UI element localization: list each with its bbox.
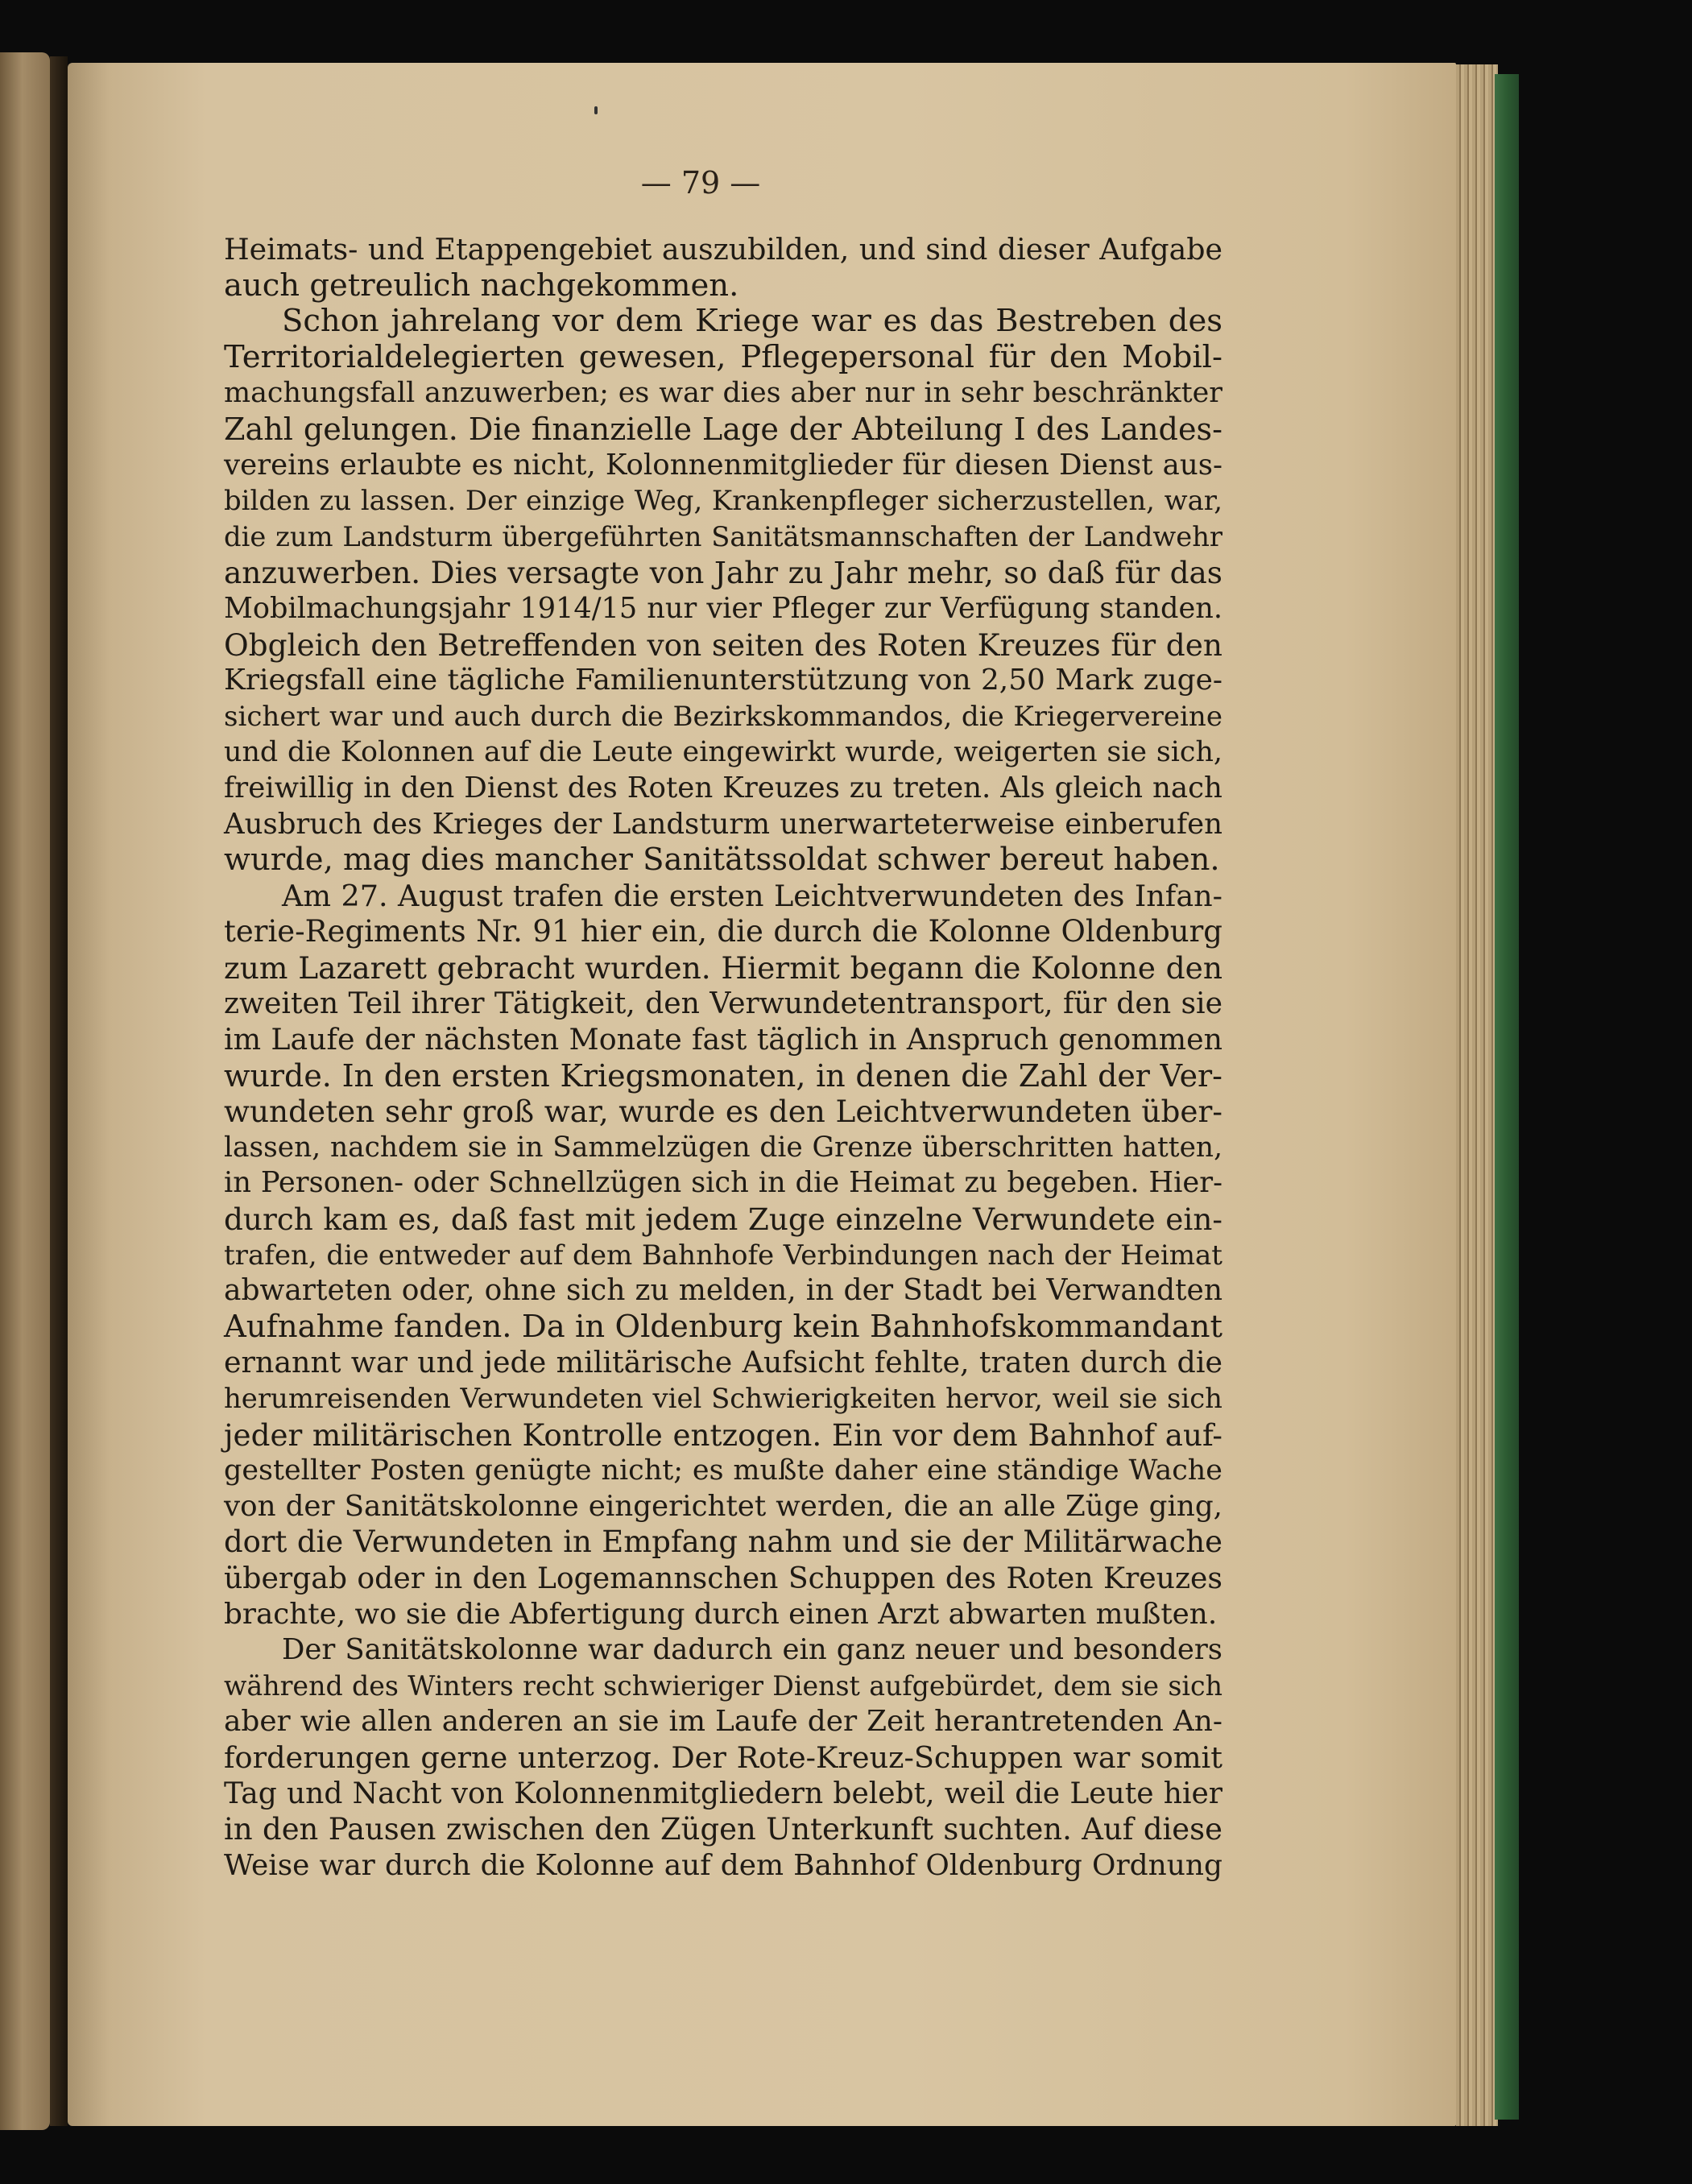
text-line: bilden zu lassen. Der einzige Weg, Krankenpfleger sicherzustellen, war, — [224, 485, 1222, 517]
text-line: die zum Landsturm übergeführten Sanitätsmannschaften der Landwehr — [224, 520, 1222, 552]
text-line: herumreisenden Verwundeten viel Schwierigkeiten hervor, weil sie sich — [224, 1383, 1222, 1414]
text-line: in Personen- oder Schnellzügen sich in die Heimat zu begeben. Hier- — [224, 1166, 1222, 1200]
text-line: machungsfall anzuwerben; es war dies aber nur in sehr beschränkter — [224, 377, 1222, 410]
text-line: Der Sanitätskolonne war dadurch ein ganz neuer und besonders — [282, 1633, 1222, 1667]
body-text — [224, 232, 1222, 1884]
text-line: von der Sanitätskolonne eingerichtet werden, die an alle Züge ging, — [224, 1489, 1222, 1523]
text-line: und die Kolonnen auf die Leute eingewirkt wurde, weigerten sie sich, — [224, 736, 1222, 769]
text-line: zweiten Teil ihrer Tätigkeit, den Verwundetentransport, für den sie — [224, 986, 1222, 1021]
text-line: Weise war durch die Kolonne auf dem Bahnhof Oldenburg Ordnung — [224, 1848, 1222, 1882]
text-line: zum Lazarett gebracht wurden. Hiermit begann die Kolonne den — [224, 949, 1222, 986]
text-line: abwarteten oder, ohne sich zu melden, in der Stadt bei Verwandten — [224, 1274, 1222, 1308]
text-line: übergab oder in den Logemannschen Schuppen des Roten Kreuzes — [224, 1560, 1222, 1595]
text-line: im Laufe der nächsten Monate fast täglich in Anspruch genommen — [224, 1022, 1222, 1057]
text-line: Heimats- und Etappengebiet auszubilden, und sind dieser Aufgabe — [224, 232, 1222, 267]
page-number: — 79 — — [640, 165, 761, 201]
text-line: sichert war und auch durch die Bezirkskommandos, die Kriegervereine — [224, 700, 1222, 733]
text-line: wurde, mag dies mancher Sanitätssoldat schwer bereut haben. — [224, 842, 1220, 879]
text-line: forderungen gerne unterzog. Der Rote-Kreuz-Schuppen war somit — [224, 1739, 1222, 1775]
text-line: ernannt war und jede militärische Aufsicht fehlte, traten durch die — [224, 1345, 1222, 1380]
text-line: Mobilmachungsjahr 1914/15 nur vier Pfleger zur Verfügung standen. — [224, 591, 1222, 625]
text-line: Tag und Nacht von Kolonnenmitgliedern belebt, weil die Leute hier — [224, 1777, 1222, 1810]
text-line: Kriegsfall eine tägliche Familienunterstützung von 2,50 Mark zuge- — [224, 664, 1222, 697]
left-page-edge — [0, 52, 50, 2130]
ink-speck — [594, 106, 598, 114]
text-line: wurde. In den ersten Kriegsmonaten, in denen die Zahl der Ver- — [224, 1057, 1222, 1094]
text-line: Ausbruch des Krieges der Landsturm unerwarteterweise einberufen — [224, 807, 1222, 841]
text-line: aber wie allen anderen an sie im Laufe der Zeit herantretenden An- — [224, 1705, 1222, 1739]
text-line: trafen, die entweder auf dem Bahnhofe Verbindungen nach der Heimat — [224, 1239, 1222, 1272]
book-cover-edge — [1495, 74, 1519, 2120]
text-line: wundeten sehr groß war, wurde es den Leichtverwundeten über- — [224, 1094, 1222, 1130]
text-line: während des Winters recht schwieriger Dienst aufgebürdet, dem sie sich — [224, 1669, 1222, 1702]
text-line: Schon jahrelang vor dem Kriege war es das Bestreben des — [282, 303, 1222, 340]
text-line: in den Pausen zwischen den Zügen Unterkunft suchten. Auf diese — [224, 1812, 1222, 1847]
text-line: Obgleich den Betreffenden von seiten des Roten Kreuzes für den — [224, 627, 1222, 663]
text-line: freiwillig in den Dienst des Roten Kreuzes zu treten. Als gleich nach — [224, 771, 1222, 805]
text-line: terie-Regiments Nr. 91 hier ein, die durch die Kolonne Oldenburg — [224, 914, 1222, 949]
text-line: auch getreulich nachgekommen. — [224, 267, 739, 304]
text-line: durch kam es, daß fast mit jedem Zuge einzelne Verwundete ein- — [224, 1202, 1222, 1238]
text-line: dort die Verwundeten in Empfang nahm und sie der Militärwache — [224, 1524, 1222, 1560]
text-line: Aufnahme fanden. Da in Oldenburg kein Bahnhofskommandant — [224, 1308, 1222, 1345]
text-line: vereins erlaubte es nicht, Kolonnenmitglieder für diesen Dienst aus- — [224, 448, 1222, 482]
text-line: lassen, nachdem sie in Sammelzügen die Grenze überschritten hatten, — [224, 1131, 1222, 1164]
book-gutter — [50, 56, 68, 2126]
text-line: Am 27. August trafen die ersten Leichtverwundeten des Infan- — [282, 878, 1222, 913]
text-line: brachte, wo sie die Abfertigung durch einen Arzt abwarten mußten. — [224, 1597, 1218, 1631]
text-line: Territorialdelegierten gewesen, Pflegepersonal für den Mobil- — [224, 338, 1222, 375]
text-line: Zahl gelungen. Die finanzielle Lage der Abteilung I des Landes- — [224, 411, 1222, 447]
text-line: gestellter Posten genügte nicht; es mußte daher eine ständige Wache — [224, 1454, 1222, 1487]
page-fore-edge — [1456, 64, 1498, 2126]
text-line: anzuwerben. Dies versagte von Jahr zu Jahr mehr, so daß für das — [224, 555, 1222, 591]
text-line: jeder militärischen Kontrolle entzogen. Ein vor dem Bahnhof auf- — [224, 1417, 1222, 1453]
